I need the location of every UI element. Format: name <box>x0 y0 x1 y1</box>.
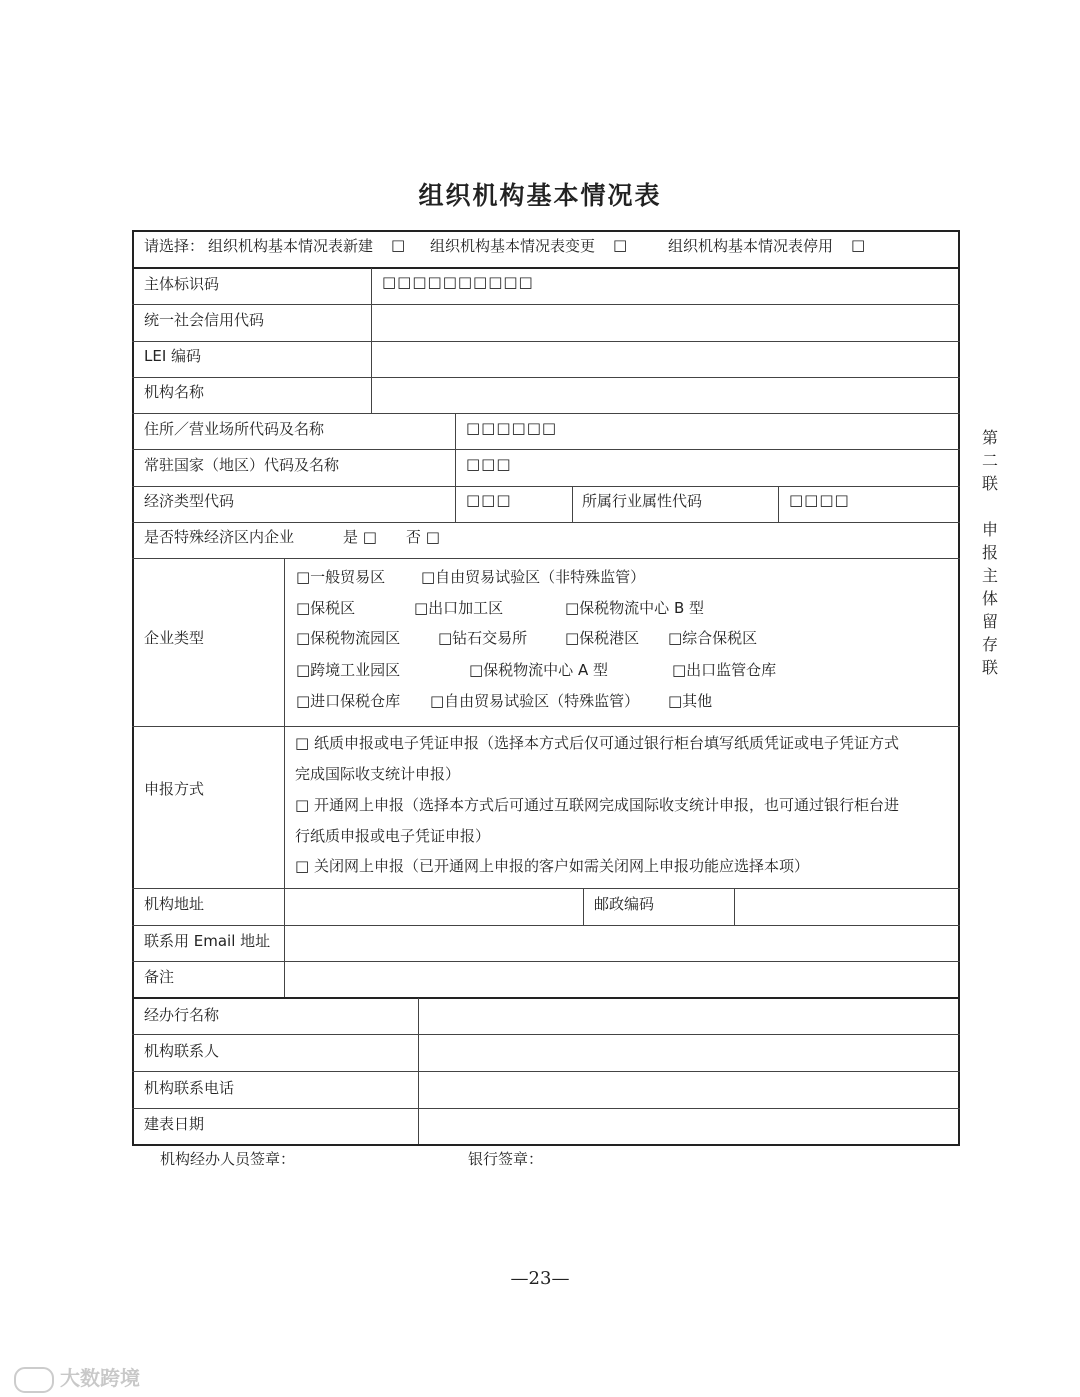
side-char: 申 <box>981 520 998 539</box>
divider <box>132 267 960 269</box>
enterprise-option[interactable]: □保税物流园区 <box>296 629 401 647</box>
entity-id-boxes[interactable]: □□□□□□□□□□ <box>382 273 534 291</box>
watermark <box>14 1362 140 1393</box>
option-new-checkbox[interactable]: □ <box>391 236 406 254</box>
divider <box>371 268 372 413</box>
divider <box>132 997 960 999</box>
divider <box>418 998 419 1144</box>
option-change-checkbox[interactable]: □ <box>613 236 628 254</box>
remarks-label: 备注 <box>144 968 175 986</box>
declare-option-paper[interactable]: □ 纸质申报或电子凭证申报（选择本方式后仅可通过银行柜台填写纸质凭证或电子凭证方式 <box>295 734 899 752</box>
divider <box>132 449 960 450</box>
special-zone-yes[interactable]: 是 □ <box>343 528 377 546</box>
credit-code-label: 统一社会信用代码 <box>144 311 265 329</box>
enterprise-type-label: 企业类型 <box>144 629 205 647</box>
enterprise-option[interactable]: □保税港区 <box>565 629 640 647</box>
industry-label: 所属行业属性代码 <box>582 492 703 510</box>
divider <box>132 1108 960 1109</box>
option-stop-label: 组织机构基本情况表停用 <box>668 237 834 255</box>
divider <box>583 888 584 925</box>
divider <box>132 1034 960 1035</box>
side-char: 二 <box>981 451 998 470</box>
divider <box>778 486 779 522</box>
residence-label: 住所／营业场所代码及名称 <box>144 420 325 438</box>
watermark-text: 大数跨境 <box>60 1366 140 1390</box>
postcode-label: 邮政编码 <box>594 895 655 913</box>
special-zone-no[interactable]: 否 □ <box>406 528 440 546</box>
email-label: 联系用 Email 地址 <box>144 932 271 950</box>
divider <box>284 558 285 997</box>
divider <box>132 888 960 889</box>
country-boxes[interactable]: □□□ <box>466 455 512 473</box>
country-label: 常驻国家（地区）代码及名称 <box>144 456 340 474</box>
enterprise-option[interactable]: □保税区 <box>296 599 356 617</box>
option-stop-checkbox[interactable]: □ <box>851 236 866 254</box>
side-gap <box>978 495 1002 518</box>
industry-boxes[interactable]: □□□□ <box>789 491 850 509</box>
divider <box>132 377 960 378</box>
divider <box>572 486 573 522</box>
side-char: 体 <box>981 589 998 608</box>
divider <box>734 888 735 925</box>
special-zone-label: 是否特殊经济区内企业 <box>144 528 295 546</box>
side-char: 存 <box>981 635 998 654</box>
entity-id-label: 主体标识码 <box>144 275 220 293</box>
declare-method-label: 申报方式 <box>144 780 205 798</box>
watermark-logo-icon <box>14 1367 54 1393</box>
bank-name-label: 经办行名称 <box>144 1006 220 1024</box>
option-change-label: 组织机构基本情况表变更 <box>430 237 596 255</box>
divider <box>132 726 960 727</box>
divider <box>132 304 960 305</box>
side-label <box>978 426 1002 679</box>
divider <box>132 961 960 962</box>
enterprise-option[interactable]: □保税物流中心 B 型 <box>565 599 704 617</box>
divider <box>132 558 960 559</box>
form-title: 组织机构基本情况表 <box>418 181 662 210</box>
select-prompt: 请选择： <box>144 237 205 255</box>
divider <box>132 522 960 523</box>
enterprise-option[interactable]: □进口保税仓库 <box>296 692 401 710</box>
enterprise-option[interactable]: □自由贸易试验区（非特殊监管） <box>421 568 646 586</box>
side-char: 留 <box>981 612 998 631</box>
side-char: 联 <box>981 658 998 677</box>
contact-label: 机构联系人 <box>144 1042 220 1060</box>
enterprise-option[interactable]: □钻石交易所 <box>438 629 528 647</box>
option-new-label: 组织机构基本情况表新建 <box>208 237 374 255</box>
enterprise-option[interactable]: □保税物流中心 A 型 <box>469 661 608 679</box>
enterprise-option[interactable]: □一般贸易区 <box>296 568 386 586</box>
org-name-label: 机构名称 <box>144 383 205 401</box>
lei-label: LEI 编码 <box>144 347 202 365</box>
enterprise-option[interactable]: □自由贸易试验区（特殊监管） <box>430 692 640 710</box>
declare-option-close[interactable]: □ 关闭网上申报（已开通网上申报的客户如需关闭网上申报功能应选择本项） <box>295 857 809 875</box>
page-number: —23— <box>510 1268 570 1289</box>
form-frame <box>132 230 960 1146</box>
economy-type-boxes[interactable]: □□□ <box>466 491 512 509</box>
divider <box>132 486 960 487</box>
residence-boxes[interactable]: □□□□□□ <box>466 419 558 437</box>
date-label: 建表日期 <box>144 1115 205 1133</box>
side-char: 报 <box>981 543 998 562</box>
enterprise-option[interactable]: □综合保税区 <box>668 629 758 647</box>
phone-label: 机构联系电话 <box>144 1079 235 1097</box>
enterprise-option[interactable]: □其他 <box>668 692 713 710</box>
divider <box>132 925 960 926</box>
enterprise-option[interactable]: □出口监管仓库 <box>672 661 777 679</box>
divider <box>132 413 960 414</box>
divider <box>455 413 456 522</box>
declare-option-online[interactable]: □ 开通网上申报（选择本方式后可通过互联网完成国际收支统计申报，也可通过银行柜台进 <box>295 796 899 814</box>
side-char: 联 <box>981 474 998 493</box>
divider <box>132 341 960 342</box>
org-signature-label: 机构经办人员签章： <box>160 1150 296 1168</box>
enterprise-option[interactable]: □出口加工区 <box>414 599 504 617</box>
divider <box>132 1071 960 1072</box>
declare-option-paper-cont: 完成国际收支统计申报） <box>295 765 461 783</box>
side-char: 第 <box>981 428 998 447</box>
declare-option-online-cont: 行纸质申报或电子凭证申报） <box>295 827 491 845</box>
bank-signature-label: 银行签章： <box>468 1150 544 1168</box>
side-char: 主 <box>981 566 998 585</box>
enterprise-option[interactable]: □跨境工业园区 <box>296 661 401 679</box>
address-label: 机构地址 <box>144 895 205 913</box>
economy-type-label: 经济类型代码 <box>144 492 235 510</box>
